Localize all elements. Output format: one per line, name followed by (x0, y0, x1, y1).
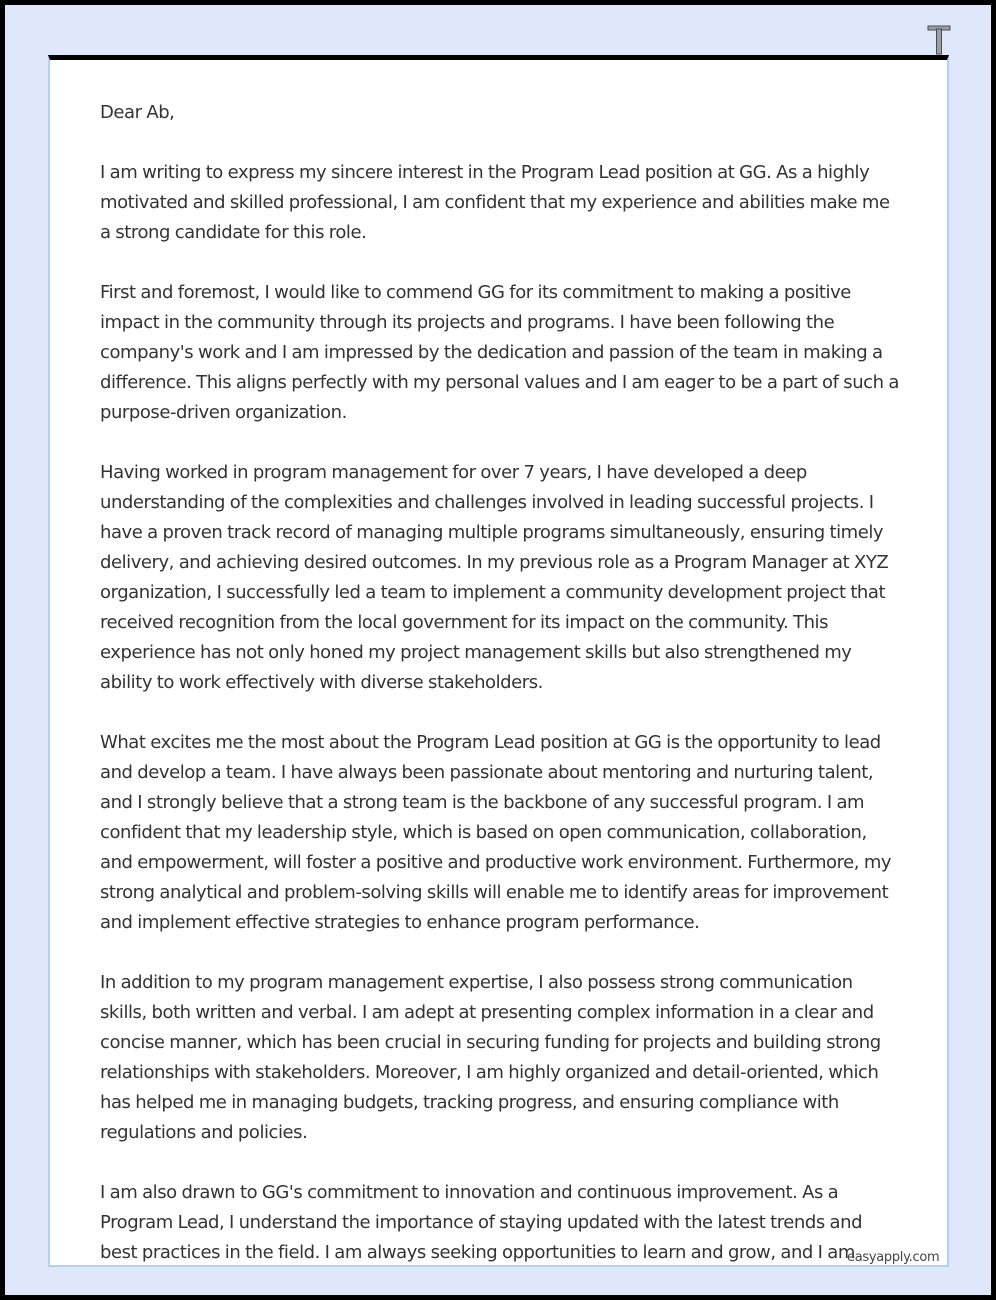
paragraph: First and foremost, I would like to commend GG for its commitment to making a positive impact in the community through its projects and programs. I have been following the company's work and I am impressed by the dedication and passion of the team in making a difference. This aligns perfectly with my personal values and I am eager to be a part of such a purpose-driven organization. (100, 282, 899, 423)
paragraph: What excites me the most about the Program Lead position at GG is the opportunity to lead and develop a team. I have always been passionate about mentoring and nurturing talent, and I strongly believe that a strong team is the backbone of any successful program. I am confident that my leadership style, which is based on open communication, collaboration, and empowerment, will foster a positive and productive work environment. Furthermore, my strong analytical and problem-solving skills will enable me to identify areas for improvement and implement effective strategies to enhance program performance. (100, 732, 892, 933)
paragraph: Having worked in program management for over 7 years, I have developed a deep understanding of the complexities and challenges involved in leading successful projects. I have a proven track record of managing multiple programs simultaneously, ensuring timely delivery, and achieving desired outcomes. In my previous role as a Program Manager at XYZ organization, I successfully led a team to implement a community development project that received recognition from the local government for its impact on the community. This experience has not only honed my project management skills but also strengthened my ability to work effectively with diverse stakeholders. (100, 462, 889, 693)
paragraph: I am also drawn to GG's commitment to innovation and continuous improvement. As a Program Lead, I understand the importance of staying updated with the latest trends and best practices in the field. I am always seeking opportunities to learn and grow, and I am (100, 1182, 863, 1263)
paragraph: In addition to my program management expertise, I also possess strong communication skills, both written and verbal. I am adept at presenting complex information in a clear and concise manner, which has been crucial in securing funding for projects and building strong relationships with stakeholders. Moreover, I am highly organized and detail-oriented, which has helped me in managing budgets, tracking progress, and ensuring compliance with regulations and policies. (100, 972, 881, 1143)
text-tool-icon[interactable] (923, 19, 953, 59)
watermark: easyapply.com (847, 1250, 940, 1265)
paragraph: I am writing to express my sincere interest in the Program Lead position at GG. As a highly motivated and skilled professional, I am confident that my experience and abilities make me a strong candidate for this role. (100, 162, 890, 243)
salutation: Dear Ab, (100, 102, 175, 123)
viewer-frame (5, 5, 991, 1295)
cover-letter-body (100, 98, 900, 1295)
